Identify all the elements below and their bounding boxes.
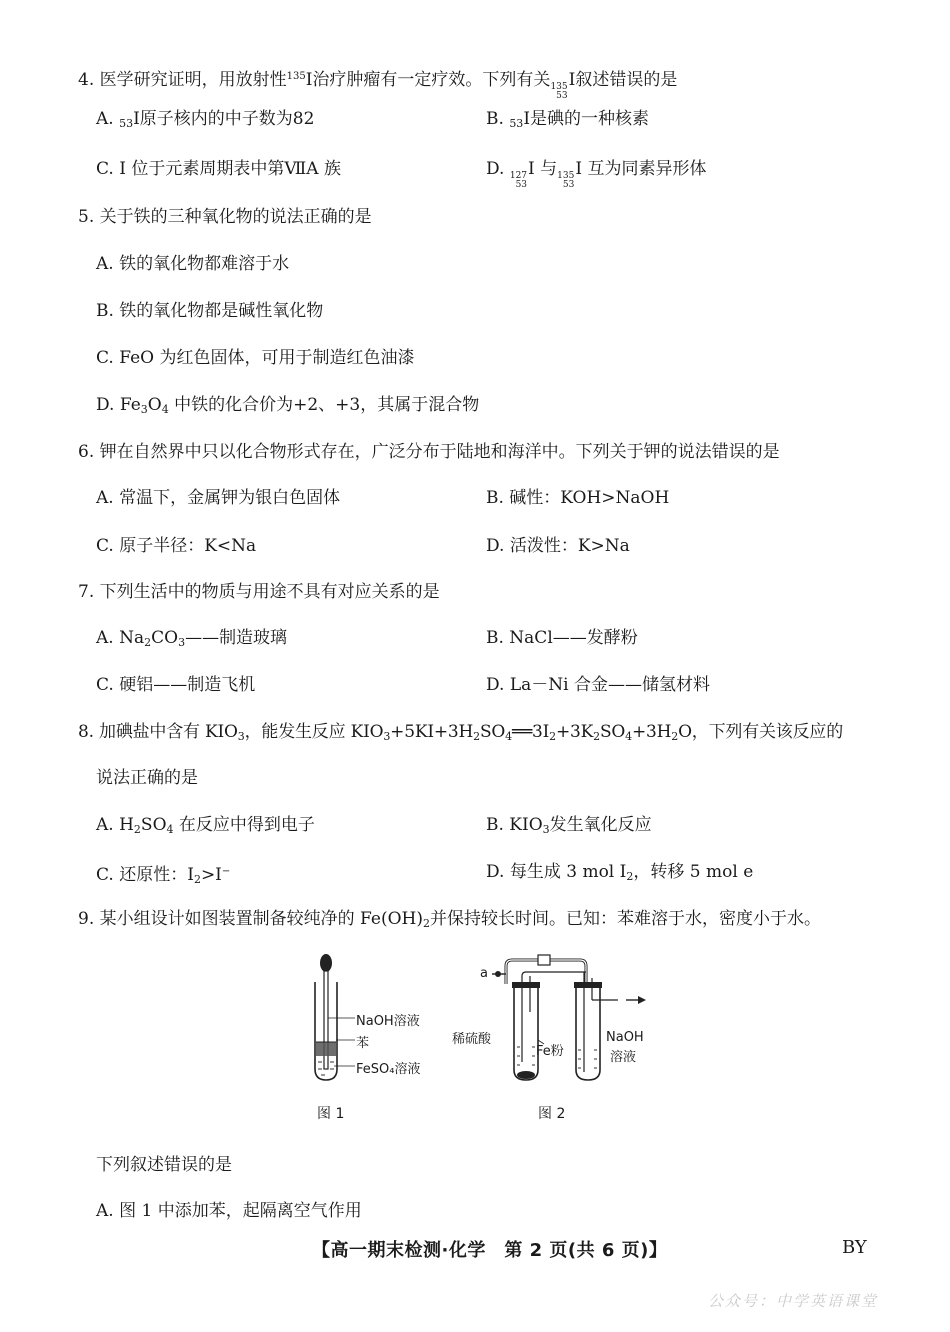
q8-stem: 8. 加碘盐中含有 $KIO_3$，能发生反应 $KIO_3+5KI+3H_2SO_4══3I_2+3K_2SO_4+3H_2O$，下列有关该反应的: [78, 722, 843, 743]
test-tube-right-icon: [576, 988, 600, 1080]
q8-option-b: B. $KIO_3$发生氧化反应: [486, 815, 652, 836]
q5-option-c: C. FeO 为红色固体，可用于制造红色油漆: [96, 348, 415, 368]
q6-option-b: B. 碱性：KOH>NaOH: [486, 488, 670, 508]
q4-option-d: D. 127 53 I 与 135 53 I 互为同素异形体: [486, 159, 707, 190]
fig2-fe-label: Fe粉: [536, 1044, 564, 1059]
q9-option-a: A. 图 1 中添加苯，起隔离空气作用: [96, 1201, 362, 1221]
test-tube-left-icon: [514, 988, 538, 1080]
fe-powder-icon: [517, 1071, 535, 1079]
valve-a-icon: [495, 971, 501, 977]
q4-stem-clipped: [0, 60, 950, 101]
q6-option-c: C. 原子半径：K<Na: [96, 536, 257, 556]
q8-option-c: C. 还原性：$I_2>I^-$: [96, 865, 231, 886]
fig1-caption: 图 1: [317, 1106, 345, 1122]
fig1-benzene-label: 苯: [356, 1036, 370, 1051]
page-footer: 【高一期末检测·化学 第 2 页(共 6 页)】: [312, 1240, 668, 1261]
q7-option-d: D. La－Ni 合金——储氢材料: [486, 675, 710, 695]
fig2-solution-label: 溶液: [610, 1050, 637, 1065]
stopper-left-icon: [512, 982, 540, 988]
fig2-acid-label: 稀硫酸: [452, 1032, 492, 1047]
q7-option-a: A. $Na_2CO_3——$制造玻璃: [96, 628, 288, 649]
q5-option-d: D. $Fe_3O_4$ 中铁的化合价为+2、+3，其属于混合物: [96, 395, 480, 416]
q5-stem: 5. 关于铁的三种氧化物的说法正确的是: [78, 207, 372, 227]
figure-2-apparatus-diagram: [476, 952, 676, 1087]
fig2-valve-a-label: a: [480, 966, 488, 981]
q4-option-a: A. $_{53}$I原子核内的中子数为82: [96, 109, 315, 130]
q4-option-b: B. $_{53}$I是碘的一种核素: [486, 109, 650, 130]
q7-option-c: C. 硬铝——制造飞机: [96, 675, 256, 695]
fig2-caption: 图 2: [538, 1106, 566, 1122]
q6-stem: 6. 钾在自然界中只以化合物形式存在，广泛分布于陆地和海洋中。下列关于钾的说法错误的是: [78, 442, 780, 462]
q6-option-a: A. 常温下，金属钾为银白色固体: [96, 488, 341, 508]
q8-option-a: A. $H_2SO_4$ 在反应中得到电子: [96, 815, 315, 836]
stopper-right-icon: [574, 982, 602, 988]
fig1-feso4-label: FeSO₄溶液: [356, 1062, 421, 1077]
fig2-naoh-label: NaOH: [606, 1030, 644, 1045]
q5-option-a: A. 铁的氧化物都难溶于水: [96, 254, 290, 274]
q4-ab-clipped: [0, 109, 950, 132]
q6-option-d: D. 活泼性：K>Na: [486, 536, 630, 556]
watermark: 公众号：中学英语课堂: [708, 1292, 879, 1310]
q9-stem: 9. 某小组设计如图装置制备较纯净的 $Fe(OH)_2$并保持较长时间。已知：苯难溶于水，密度小于水。: [78, 909, 821, 930]
fig1-naoh-label: NaOH溶液: [356, 1014, 420, 1029]
clamp-icon: [538, 955, 550, 965]
dropper-bulb-icon: [320, 954, 332, 972]
q5-option-b: B. 铁的氧化物都是碱性氧化物: [96, 301, 324, 321]
benzene-layer-icon: [316, 1042, 336, 1056]
version-code: BY: [842, 1237, 867, 1258]
q4-stem: 4. 医学研究证明，用放射性$^{135}$I治疗肿瘤有一定疗效。下列有关 135 53 I叙述错误的是: [78, 70, 678, 101]
q8-stem-continued: 说法正确的是: [96, 768, 198, 788]
q7-stem: 7. 下列生活中的物质与用途不具有对应关系的是: [78, 582, 440, 602]
q8-option-d: D. 每生成 3 mol $I_2$，转移 5 mol e: [486, 862, 754, 883]
q4-option-c: C. I 位于元素周期表中第ⅦA 族: [96, 159, 341, 179]
q7-option-b: B. NaCl——发酵粉: [486, 628, 638, 648]
q9-stem-continued: 下列叙述错误的是: [96, 1155, 232, 1175]
